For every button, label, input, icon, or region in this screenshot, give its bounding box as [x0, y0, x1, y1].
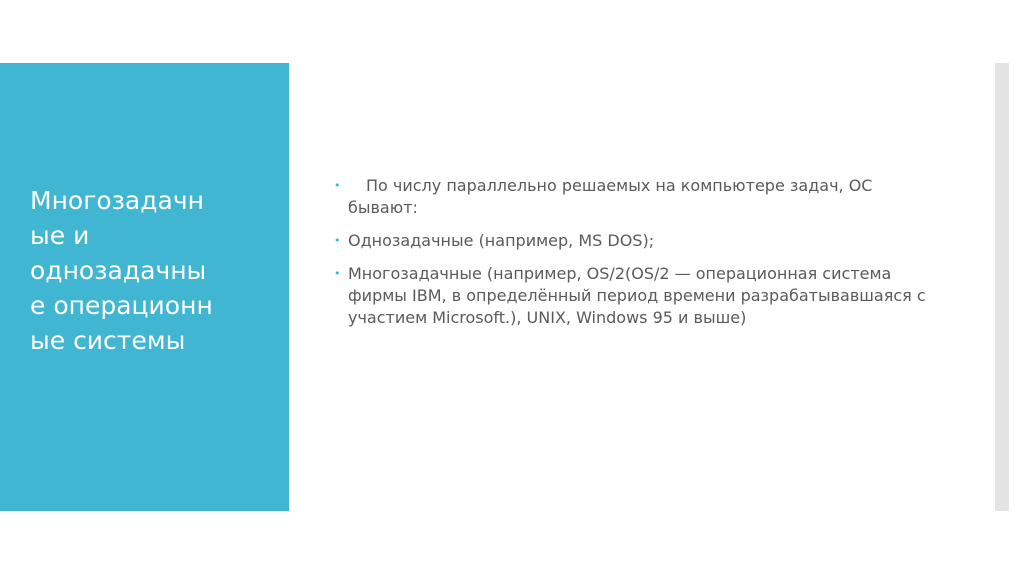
scrollbar-thumb[interactable] — [995, 63, 1009, 511]
bullet-item — [334, 175, 934, 219]
bullet-list — [334, 175, 934, 340]
bullet-item — [334, 230, 934, 252]
bullet-item — [334, 263, 934, 329]
bullet-icon: • — [334, 234, 341, 247]
slide-title: Многозадачн ые и однозадачны е операционн ые системы — [30, 186, 213, 355]
bullet-icon: • — [334, 179, 341, 192]
bullet-text: По числу параллельно решаемых на компьютере задач, ОС бывают: — [348, 176, 873, 217]
bullet-text: Многозадачные (например, OS/2(OS/2 — операционная система фирмы IBM, в определённый период времени разрабатывавшаяся с участием Microsoft.), UNIX, Windows 95 и выше) — [348, 264, 926, 327]
bullet-text: Однозадачные (например, MS DOS); — [348, 231, 655, 250]
bullet-icon: • — [334, 267, 341, 280]
scrollbar[interactable] — [995, 63, 1009, 511]
